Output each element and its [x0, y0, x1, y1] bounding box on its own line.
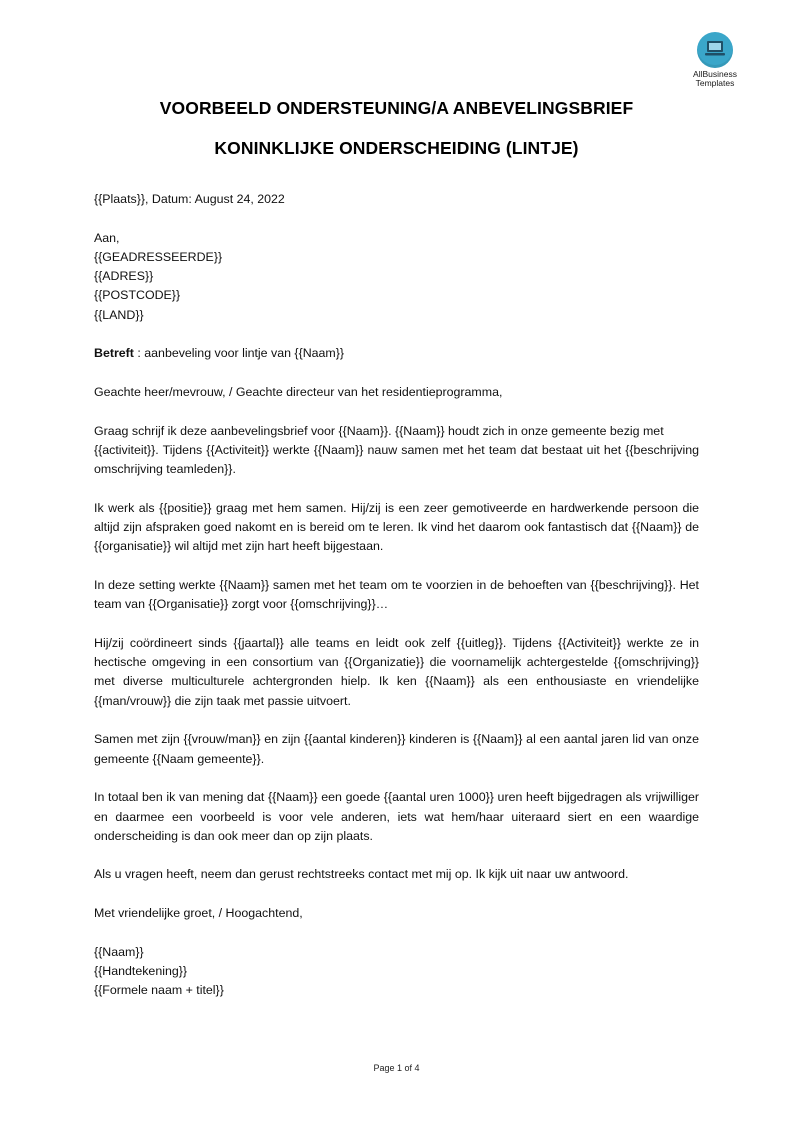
signature-handtekening: {{Handtekening}}	[94, 963, 188, 978]
letter-body	[94, 190, 699, 1000]
allbusiness-logo	[684, 32, 746, 88]
signature-formal-name: {{Formele naam + titel}}	[94, 983, 224, 998]
paragraph-1b: {{activiteit}}. Tijdens {{Activiteit}} werkte {{Naam}} nauw samen met het team dat bestaat uit het {{beschrijving omschrijving teamleden}}.	[94, 442, 699, 477]
subject-text: : aanbeveling voor lintje van {{Naam}}	[133, 346, 345, 361]
address-postcode: {{POSTCODE}}	[94, 288, 181, 303]
address-land: {{LAND}}	[94, 307, 144, 322]
paragraph-1a: Graag schrijf ik deze aanbevelingsbrief voor {{Naam}}. {{Naam}} houdt zich in onze gemeente bezig met	[94, 423, 664, 438]
logo-text	[684, 70, 746, 88]
paragraph-7: Als u vragen heeft, neem dan gerust rechtstreeks contact met mij op. Ik kijk uit naar uw antwoord.	[94, 867, 629, 882]
address-geadresseerde: {{GEADRESSEERDE}}	[94, 249, 223, 264]
signature-name: {{Naam}}	[94, 944, 144, 959]
salutation: Geachte heer/mevrouw, / Geachte directeur van het residentieprogramma,	[94, 384, 503, 399]
address-adres: {{ADRES}}	[94, 269, 154, 284]
page-number: Page 1 of 4	[373, 1063, 420, 1073]
subject-label: Betreft	[94, 346, 134, 361]
logo-line2: Templates	[695, 78, 735, 88]
paragraph-6: In totaal ben ik van mening dat {{Naam}} een goede {{aantal uren 1000}} uren heeft bijgedragen als vrijwilliger en daarmee een voorbeeld is voor vele anderen, iets wat hem/haar uiteraard siert en een waardige onderscheiding is dan ook meer dan op zijn plaats.	[94, 790, 699, 843]
closing: Met vriendelijke groet, / Hoogachtend,	[94, 905, 303, 920]
laptop-icon	[697, 32, 733, 68]
address-aan: Aan,	[94, 230, 120, 245]
logo-line1: AllBusiness	[693, 69, 737, 79]
document-subtitle: KONINKLIJKE ONDERSCHEIDING (LINTJE)	[214, 138, 579, 158]
subject-line	[94, 344, 699, 363]
paragraph-2: Ik werk als {{positie}} graag met hem samen. Hij/zij is een zeer gemotiveerde en hardwerkende persoon die altijd zijn afspraken goed nakomt en is bereid om te leren. Ik vind het daarom ook fantastisch dat {{Naam}} de {{organisatie}} wil altijd met zijn hart heeft bijgestaan.	[94, 500, 699, 554]
date-line: {{Plaats}}, Datum: August 24, 2022	[94, 192, 285, 206]
paragraph-3: In deze setting werkte {{Naam}} samen met het team om te voorzien in de behoeften van {{beschrijving}}. Het team van {{Organisatie}} zorgt voor {{omschrijving}}…	[94, 577, 699, 612]
paragraph-4: Hij/zij coördineert sinds {{jaartal}} alle teams en leidt ook zelf {{uitleg}}. Tijdens {{Activiteit}} werkte ze in hectische omgeving in een consortium van {{Organizatie}} die voornamelijk achtergestelde {{omschrijving}} met diverse multiculturele achtergronden hielp. Ik ken {{Naam}} als een enthousiaste en vriendelijke {{man/vrouw}} die zijn taak met passie uitvoert.	[94, 635, 699, 708]
document-title: VOORBEELD ONDERSTEUNING/A ANBEVELINGSBRIEF	[159, 98, 634, 118]
paragraph-5: Samen met zijn {{vrouw/man}} en zijn {{aantal kinderen}} kinderen is {{Naam}} al een aantal jaren lid van onze gemeente {{Naam gemeente}}.	[94, 732, 699, 766]
